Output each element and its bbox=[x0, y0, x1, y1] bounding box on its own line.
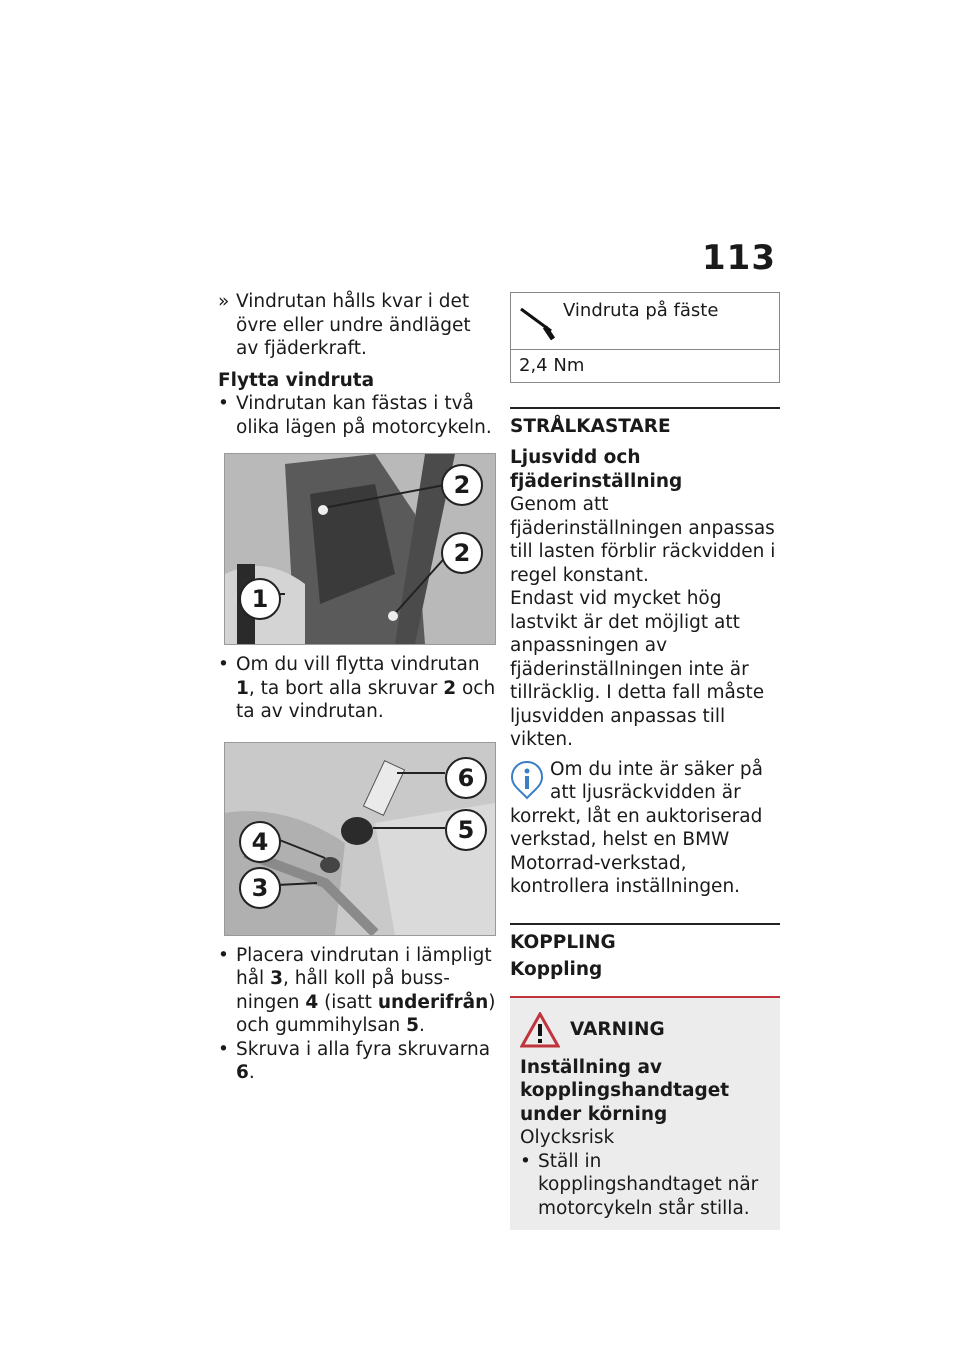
warning-risk: Olycksrisk bbox=[520, 1127, 615, 1148]
warning-bullet bbox=[520, 1150, 772, 1221]
step3-pre: Skruva i alla fyra skruvarna bbox=[236, 1038, 491, 1060]
step2-post: . bbox=[419, 1015, 425, 1036]
info-note bbox=[510, 758, 780, 899]
warning-box bbox=[510, 996, 780, 1231]
bullet-marker: • bbox=[218, 1038, 229, 1060]
step3-ref-6: 6 bbox=[236, 1062, 249, 1083]
sub-headlight-range: Ljusvidd och fjäderinställning bbox=[510, 447, 683, 492]
step2-pre: Placera vindrutan i lämpligt hål bbox=[236, 944, 492, 989]
bullet-marker: • bbox=[218, 393, 229, 414]
warning-heading: Inställning av kopplingshandtaget under körning bbox=[520, 1056, 730, 1125]
info-icon bbox=[510, 760, 544, 800]
torque-label: Vindruta på fäste bbox=[563, 300, 719, 321]
move-heading: Flytta vindruta bbox=[218, 369, 375, 391]
step2-mid1: , håll koll på bussningen bbox=[236, 968, 450, 1013]
callout-5: 5 bbox=[445, 809, 487, 851]
page-number: 113 bbox=[702, 238, 776, 278]
warning-bullet-text: Ställ in kopplingshandtaget när motorcykeln står stilla. bbox=[538, 1150, 759, 1219]
torque-table bbox=[510, 292, 780, 383]
callout-1: 1 bbox=[239, 578, 281, 620]
step-remove-windscreen bbox=[218, 653, 496, 724]
info-bullet-text: Vindrutan kan fästas i två olika lägen på motorcykeln. bbox=[236, 393, 492, 438]
callout-3: 3 bbox=[239, 867, 281, 909]
step1-ref-1: 1 bbox=[236, 677, 249, 699]
step2-ref-5: 5 bbox=[406, 1015, 420, 1036]
bullet-marker: • bbox=[218, 944, 229, 966]
callout-4: 4 bbox=[239, 821, 281, 863]
callout-2-bottom: 2 bbox=[441, 532, 483, 574]
result-text: Vindrutan hålls kvar i det övre eller undre ändläget av fjäderkraft. bbox=[236, 291, 471, 359]
bullet-marker: • bbox=[218, 654, 229, 675]
step2-mid2: (isatt bbox=[318, 991, 378, 1013]
result-bullet bbox=[218, 290, 496, 361]
section-clutch: KOPPLING bbox=[510, 923, 780, 955]
para-headlight-2: Endast vid mycket hög lastvikt är det möjligt att anpassningen av fjäderinställningen inte är tillräcklig. I detta fall måste ljusvidden anpassas till vikten. bbox=[510, 588, 765, 750]
bullet-marker: • bbox=[520, 1150, 531, 1172]
result-marker: » bbox=[218, 291, 230, 312]
step2-ref-4: 4 bbox=[305, 991, 319, 1013]
figure-screw-assembly bbox=[224, 742, 496, 936]
warning-title: VARNING bbox=[570, 1018, 665, 1040]
torque-value: 2,4 Nm bbox=[519, 355, 585, 376]
warning-header bbox=[520, 1010, 772, 1050]
step1-mid: , ta bort alla skruvar bbox=[248, 677, 444, 699]
callout-2-top: 2 bbox=[441, 464, 483, 506]
left-column bbox=[218, 290, 496, 1085]
info-text: Om du inte är säker på att ljusräckvidden är korrekt, låt en auktoriserad verkstad, helst en BMW Motorrad-verkstad, kontrollera inställningen. bbox=[510, 758, 763, 897]
warning-triangle-icon bbox=[520, 1012, 560, 1048]
section-headlight: STRÅLKASTARE bbox=[510, 407, 780, 439]
right-column bbox=[510, 292, 780, 1230]
sub-clutch: Koppling bbox=[510, 959, 603, 980]
step3-post: . bbox=[248, 1062, 255, 1083]
wrench-icon bbox=[517, 301, 557, 341]
step-place-windscreen bbox=[218, 944, 496, 1038]
step2-underside: underifrån bbox=[377, 991, 489, 1013]
step1-ref-2: 2 bbox=[443, 677, 457, 699]
step-screw-in bbox=[218, 1038, 496, 1085]
torque-label-row bbox=[511, 293, 779, 350]
step2-mid3: ) och gummihylsan bbox=[236, 991, 496, 1036]
info-bullet bbox=[218, 392, 496, 439]
step1-post: och ta av vindrutan. bbox=[236, 677, 496, 722]
step2-ref-3: 3 bbox=[270, 968, 283, 989]
step1-pre: Om du vill flytta vindrutan bbox=[236, 654, 480, 675]
para-headlight-1: Genom att fjäderinställningen anpassas till lasten förblir räckvidden i regel konstant. bbox=[510, 494, 776, 586]
figure-windscreen-screws bbox=[224, 453, 496, 645]
callout-6: 6 bbox=[445, 757, 487, 799]
